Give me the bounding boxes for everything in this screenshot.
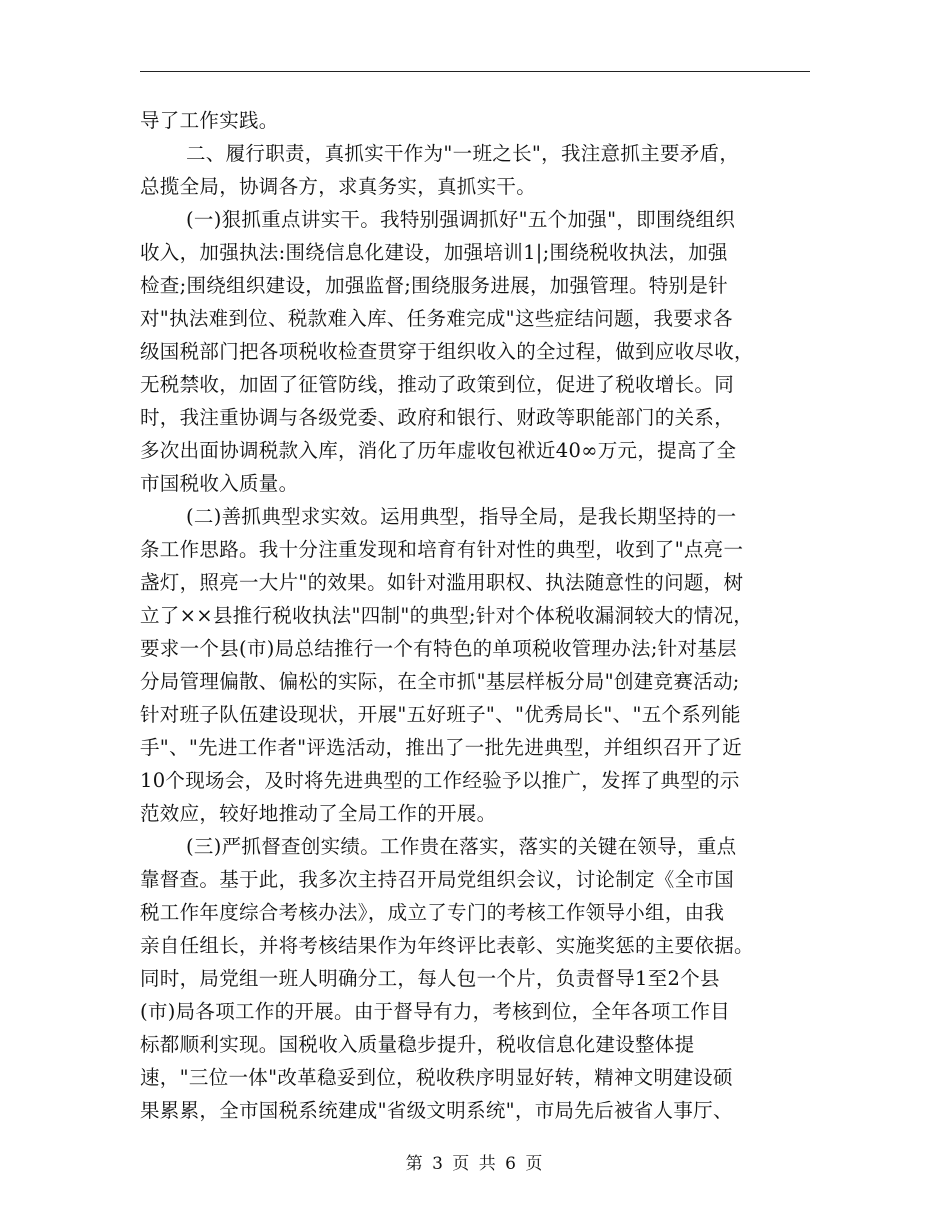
text-line: 果累累，全市国税系统建成"省级文明系统"，市局先后被省人事厅、 [140, 1099, 733, 1122]
text-line: (市)局各项工作的开展。由于督导有力，考核到位，全年各项工作目 [140, 1000, 731, 1023]
text-line: 10个现场会，及时将先进典型的工作经验予以推广，发挥了典型的示 [140, 769, 740, 792]
subsection-heading-3: (三)严抓督查创实绩。工作贵在落实，落实的关键在领导，重点 [186, 835, 737, 858]
text-line: 同时，局党组一班人明确分工，每人包一个片，负责督导1至2个县 [140, 967, 720, 990]
text-line: 无税禁收，加固了征管防线，推动了政策到位，促进了税收增长。同 [140, 373, 735, 396]
text-line: 靠督查。基于此，我多次主持召开局党组织会议，讨论制定《全市国 [140, 868, 735, 891]
header-rule [140, 71, 810, 72]
text-line: 范效应，较好地推动了全局工作的开展。 [140, 802, 497, 825]
text-line: 立了××县推行税收执法"四制"的典型;针对个体税收漏洞较大的情况， [140, 604, 754, 627]
text-line: 针对班子队伍建设现状，开展"五好班子"、"优秀局长"、"五个系列能 [140, 703, 741, 726]
text-line: 税工作年度综合考核办法》，成立了专门的考核工作领导小组，由我 [140, 901, 725, 924]
subsection-heading-1: (一)狠抓重点讲实干。我特别强调抓好"五个加强"，即围绕组织 [186, 208, 736, 231]
text-line: 分局管理偏散、偏松的实际，在全市抓"基层样板分局"创建竞赛活动; [140, 670, 740, 693]
text-line: 检查;围绕组织建设，加强监督;围绕服务进展，加强管理。特别是针 [140, 274, 728, 297]
text-line: 速，"三位一体"改革稳妥到位，税收秩序明显好转，精神文明建设硕 [140, 1066, 733, 1089]
text-line: 多次出面协调税款入库，消化了历年虚收包袱近40∞万元，提高了全 [140, 439, 737, 462]
text-line: 收入，加强执法:围绕信息化建设，加强培训1|;围绕税收执法，加强 [140, 241, 728, 264]
text-line: 导了工作实践。 [140, 109, 279, 132]
text-line: 盏灯，照亮一大片"的效果。如针对滥用职权、执法随意性的问题，树 [140, 571, 744, 594]
text-line: 要求一个县(市)局总结推行一个有特色的单项税收管理办法;针对基层 [140, 637, 737, 660]
text-line: 时，我注重协调与各级党委、政府和银行、财政等职能部门的关系， [140, 406, 735, 429]
body-text [140, 104, 810, 1127]
subsection-heading-2: (二)善抓典型求实效。运用典型，指导全局，是我长期坚持的一 [186, 505, 737, 528]
text-line: 亲自任组长，并将考核结果作为年终评比表彰、实施奖惩的主要依据。 [140, 934, 754, 957]
text-line: 标都顺利实现。国税收入质量稳步提升，税收信息化建设整体提 [140, 1033, 695, 1056]
text-line: 总揽全局，协调各方，求真务实，真抓实干。 [140, 175, 537, 198]
text-line: 对"执法难到位、税款难入库、任务难完成"这些症结问题，我要求各 [140, 307, 733, 330]
text-line: 级国税部门把各项税收检查贯穿于组织收入的全过程，做到应收尽收， [140, 340, 754, 363]
text-line: 条工作思路。我十分注重发现和培育有针对性的典型，收到了"点亮一 [140, 538, 744, 561]
section-heading-2: 二、履行职责，真抓实干作为"一班之长"，我注意抓主要矛盾， [186, 142, 740, 165]
text-line: 手"、"先进工作者"评选活动，推出了一批先进典型，并组织召开了近 [140, 736, 743, 759]
page-footer: 第 3 页 共 6 页 [405, 1154, 545, 1174]
text-line: 市国税收入质量。 [140, 472, 299, 495]
